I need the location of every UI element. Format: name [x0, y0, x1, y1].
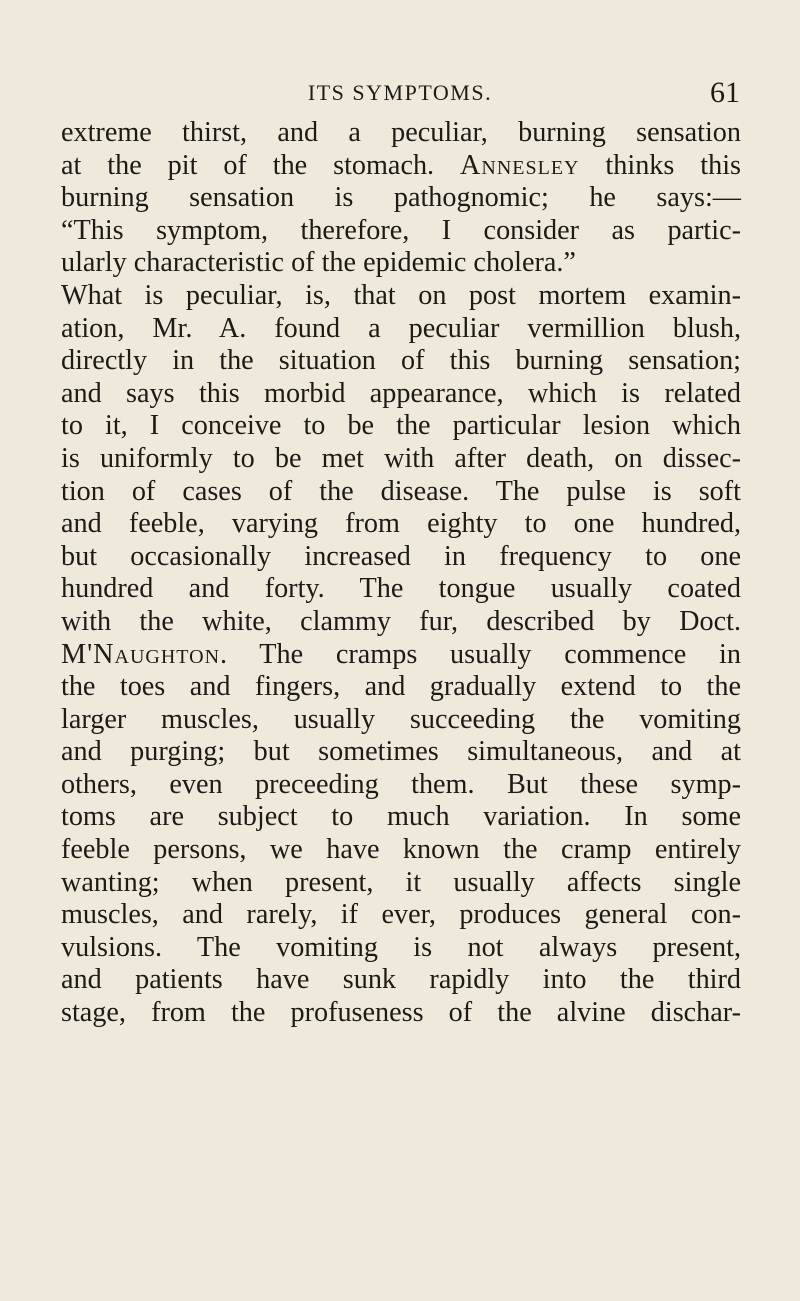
text-line: [61, 476, 741, 509]
text-run: is uniformly to be met with after death, on dissec-: [61, 442, 741, 474]
running-title: ITS SYMPTOMS.: [307, 80, 493, 105]
text-line: [61, 867, 741, 900]
text-run: and purging; but sometimes simultaneous, and at: [61, 736, 741, 768]
text-run: but occasionally increased in frequency to one: [61, 540, 741, 572]
text-run: ularly characteristic of the epidemic cholera.”: [61, 247, 576, 279]
text-run: directly in the situation of this burning sensation;: [61, 345, 741, 377]
body-text: [61, 117, 741, 1030]
text-run: with the white, clammy fur, described by Doct.: [61, 605, 741, 637]
text-run: feeble persons, we have known the cramp entirely: [61, 834, 741, 866]
text-line: [61, 704, 741, 737]
text-line: [61, 834, 741, 867]
text-line: [61, 639, 741, 672]
text-run: tion of cases of the disease. The pulse is soft: [61, 475, 741, 507]
text-line: [61, 280, 741, 313]
text-run: “This symptom, therefore, I consider as partic-: [61, 214, 741, 246]
author-name-annesley: Annesley: [460, 149, 580, 181]
text-line: [61, 182, 741, 215]
text-line: [61, 378, 741, 411]
text-run: the toes and fingers, and gradually extend to the: [61, 671, 741, 703]
text-run: What is peculiar, is, that on post mortem examin-: [61, 279, 741, 311]
text-run: and feeble, varying from eighty to one hundred,: [61, 508, 741, 540]
text-run: at the pit of the stomach.: [61, 149, 461, 181]
text-line: [61, 671, 741, 704]
text-line: [61, 345, 741, 378]
text-run: toms are subject to much variation. In some: [61, 801, 741, 833]
text-line: [61, 964, 741, 997]
text-line: [61, 899, 741, 932]
text-line: [61, 215, 741, 248]
text-run: ation, Mr. A. found a peculiar vermillion blush,: [61, 312, 741, 344]
text-run: and patients have sunk rapidly into the third: [61, 964, 741, 996]
text-line: [61, 117, 741, 150]
text-run: larger muscles, usually succeeding the vomiting: [61, 703, 741, 735]
text-line: [61, 573, 741, 606]
running-head: [60, 76, 740, 112]
author-name-mnaughton: M'Naughton: [61, 638, 221, 670]
text-run: stage, from the profuseness of the alvine dischar-: [61, 997, 741, 1029]
text-line: [61, 247, 741, 280]
text-run: wanting; when present, it usually affects single: [61, 866, 741, 898]
text-line: [61, 150, 741, 183]
text-run: vulsions. The vomiting is not always present,: [61, 931, 741, 963]
text-line: [61, 541, 741, 574]
text-run: others, even preceeding them. But these symp-: [61, 768, 741, 800]
page-number: 61: [710, 76, 740, 109]
text-run: hundred and forty. The tongue usually coated: [61, 573, 741, 605]
text-line: [61, 932, 741, 965]
text-line: [61, 508, 741, 541]
text-line: [61, 410, 741, 443]
text-line: [61, 769, 741, 802]
text-run: muscles, and rarely, if ever, produces general con-: [61, 899, 741, 931]
text-run: and says this morbid appearance, which is related: [61, 377, 741, 409]
text-run: to it, I conceive to be the particular lesion which: [61, 410, 741, 442]
text-run: extreme thirst, and a peculiar, burning sensation: [61, 117, 741, 148]
text-line: [61, 736, 741, 769]
text-line: [61, 313, 741, 346]
text-run: thinks this: [579, 149, 742, 181]
text-line: [61, 801, 741, 834]
text-run: . The cramps usually commence in: [220, 638, 741, 670]
text-line: [61, 443, 741, 476]
text-line: [61, 606, 741, 639]
text-run: burning sensation is pathognomic; he says:—: [61, 182, 741, 214]
text-line: [61, 997, 741, 1030]
